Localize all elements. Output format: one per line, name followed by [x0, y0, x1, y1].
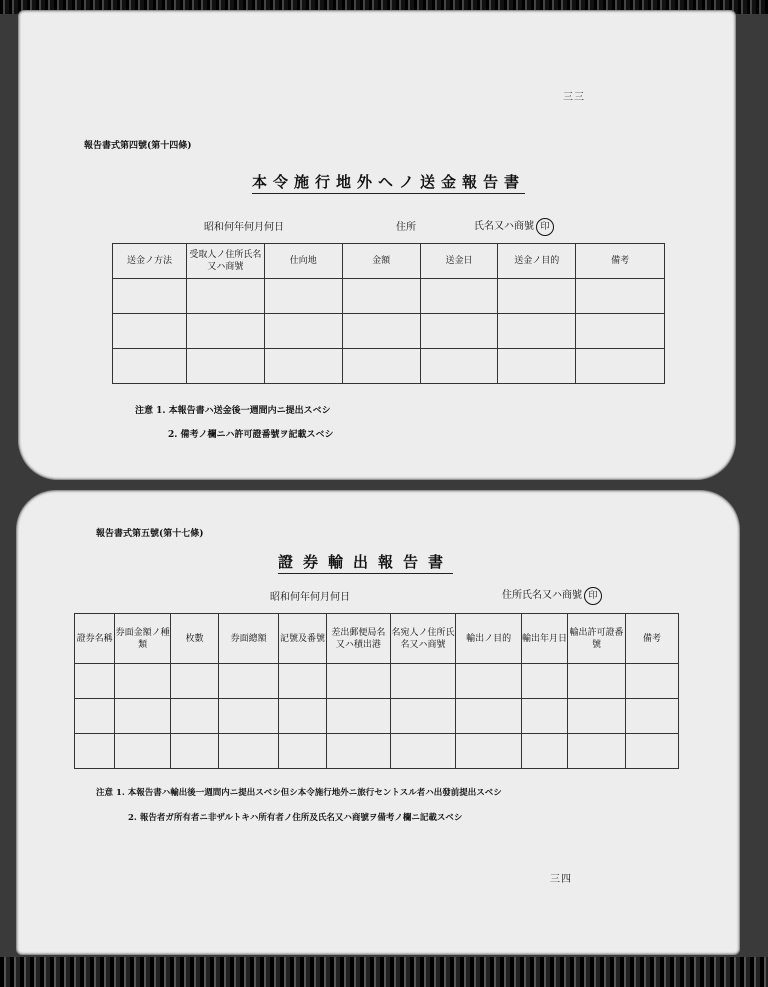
form5-note-1: 注意 1. 本報告書ハ輸出後一週間内ニ提出スベシ但シ本令施行地外ニ旅行セントスル者ハ出發前提出スベシ — [96, 788, 502, 798]
table-row — [75, 699, 679, 734]
form5-col-mark-number: 記號及番號 — [278, 614, 326, 664]
form5-col-total-face: 券面總額 — [219, 614, 279, 664]
form4-date-label: 昭和何年何月何日 — [204, 222, 284, 233]
table-row — [75, 734, 679, 769]
form4-header-row — [113, 244, 665, 279]
form5-col-export-purpose: 輸出ノ目的 — [456, 614, 522, 664]
form4-sheet — [18, 10, 736, 480]
form4-col-purpose: 送金ノ目的 — [498, 244, 576, 279]
form4-title: 本令施行地外ヘノ送金報告書 — [252, 171, 525, 194]
form5-note-2: 2. 報告者ガ所有者ニ非ザルトキハ所有者ノ住所及氏名又ハ商號ヲ備考ノ欄ニ記載スベシ — [128, 813, 463, 823]
page-number-top: 三三 — [563, 92, 585, 103]
form5-col-remarks: 備考 — [625, 614, 678, 664]
form4-name-label — [474, 217, 554, 236]
form4-note-2: 2. 備考ノ欄ニハ許可證番號ヲ記載スベシ — [168, 430, 334, 440]
form4-address-label: 住所 — [396, 222, 416, 233]
form4-col-amount: 金額 — [342, 244, 420, 279]
form4-col-remarks: 備考 — [576, 244, 665, 279]
form5-col-export-date: 輸出年月日 — [522, 614, 568, 664]
form5-sheet — [16, 490, 740, 955]
form4-col-recipient: 受取人ノ住所氏名又ハ商號 — [186, 244, 264, 279]
form4-label: 報告書式第四號(第十四條) — [84, 141, 192, 151]
table-row — [113, 279, 665, 314]
form5-title: 證券輸出報告書 — [278, 551, 453, 574]
seal-stamp-icon: 印 — [584, 587, 602, 605]
page-number-bottom: 三四 — [550, 874, 572, 885]
form5-address-name-text: 住所氏名又ハ商號 — [502, 590, 582, 601]
scan-edge-bottom — [0, 957, 768, 987]
form4-col-method: 送金ノ方法 — [113, 244, 187, 279]
form5-address-name — [502, 586, 602, 605]
form5-col-count: 枚數 — [171, 614, 219, 664]
table-row — [75, 664, 679, 699]
form5-label: 報告書式第五號(第十七條) — [96, 529, 204, 539]
form4-note-1: 注意 1. 本報告書ハ送金後一週間内ニ提出スベシ — [135, 406, 331, 416]
form5-col-face-type: 券面金額ノ種類 — [115, 614, 171, 664]
form5-col-addressee: 名宛人ノ住所氏名又ハ商號 — [390, 614, 456, 664]
form4-table — [112, 243, 665, 384]
form5-date-label: 昭和何年何月何日 — [270, 592, 350, 603]
form5-col-permit-number: 輸出許可證番號 — [568, 614, 626, 664]
table-row — [113, 349, 665, 384]
table-row — [113, 314, 665, 349]
form5-col-post-office: 差出郵便局名又ハ積出港 — [327, 614, 391, 664]
form5-header-row — [75, 614, 679, 664]
seal-stamp-icon: 印 — [536, 218, 554, 236]
form4-col-destination: 仕向地 — [264, 244, 342, 279]
form5-table — [74, 613, 679, 769]
form4-name-text: 氏名又ハ商號 — [474, 221, 534, 232]
form4-col-date: 送金日 — [420, 244, 498, 279]
form5-col-security-name: 證券名稱 — [75, 614, 115, 664]
